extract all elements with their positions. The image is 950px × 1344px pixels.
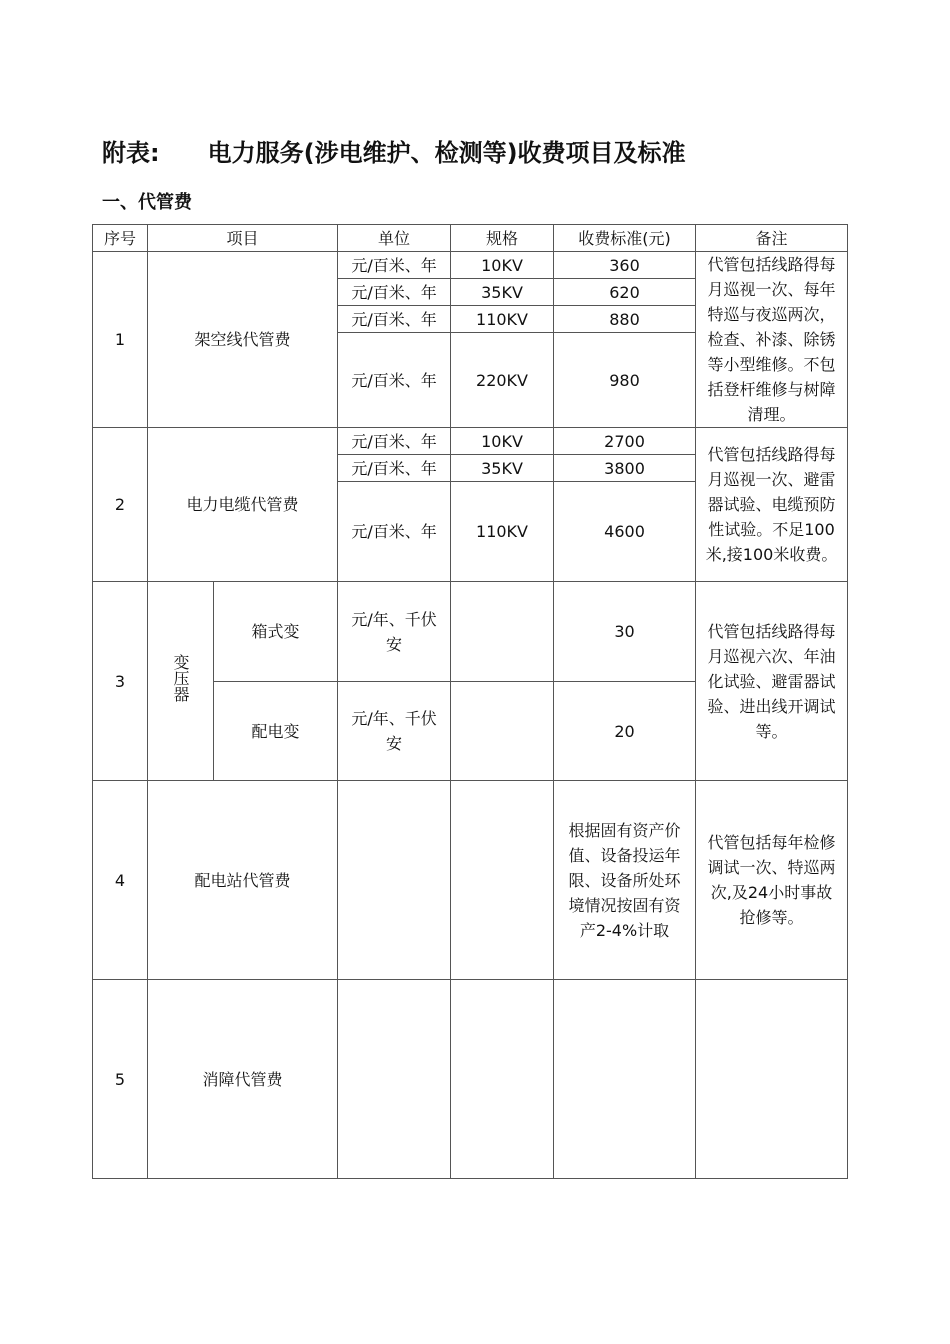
note-cell (696, 980, 848, 1179)
item-name (148, 582, 214, 781)
sub-item: 箱式变 (214, 582, 338, 682)
spec-cell: 220KV (451, 333, 554, 428)
header-cell: 收费标准(元) (554, 225, 696, 252)
item-name: 架空线代管费 (148, 252, 338, 428)
item-name: 电力电缆代管费 (148, 428, 338, 582)
row-number: 2 (93, 428, 148, 582)
section-heading: 一、代管费 (102, 192, 192, 213)
fee-cell: 2700 (554, 428, 696, 455)
note-cell: 代管包括线路得每月巡视六次、年油化试验、避雷器试验、进出线开调试等。 (696, 582, 848, 781)
fee-cell: 20 (554, 682, 696, 781)
unit-cell: 元/年、千伏安 (338, 582, 451, 682)
row-number: 3 (93, 582, 148, 781)
note-cell: 代管包括每年检修调试一次、特巡两次,及24小时事故抢修等。 (696, 781, 848, 980)
spec-cell (451, 980, 554, 1179)
fee-cell: 620 (554, 279, 696, 306)
table-row (93, 252, 848, 279)
fee-cell (554, 980, 696, 1179)
header-cell: 备注 (696, 225, 848, 252)
header-cell: 序号 (93, 225, 148, 252)
header-row (93, 225, 848, 252)
unit-cell: 元/百米、年 (338, 428, 451, 455)
page-title (102, 133, 686, 168)
fee-cell: 880 (554, 306, 696, 333)
spec-cell (451, 781, 554, 980)
header-cell: 规格 (451, 225, 554, 252)
fee-cell: 980 (554, 333, 696, 428)
unit-cell: 元/百米、年 (338, 279, 451, 306)
note-cell: 代管包括线路得每月巡视一次、避雷器试验、电缆预防性试验。不足100米,接100米收费。 (696, 428, 848, 582)
fee-cell: 30 (554, 582, 696, 682)
fee-cell: 4600 (554, 482, 696, 582)
spec-cell: 110KV (451, 306, 554, 333)
table-row (93, 980, 848, 1179)
sub-item: 配电变 (214, 682, 338, 781)
unit-cell: 元/百米、年 (338, 482, 451, 582)
row-number: 5 (93, 980, 148, 1179)
item-name-vertical: 变压器 (171, 653, 190, 702)
table-row (93, 781, 848, 980)
unit-cell: 元/百米、年 (338, 252, 451, 279)
header-cell: 项目 (148, 225, 338, 252)
unit-cell: 元/百米、年 (338, 306, 451, 333)
row-number: 1 (93, 252, 148, 428)
fee-cell: 根据固有资产价值、设备投运年限、设备所处环境情况按固有资产2-4%计取 (554, 781, 696, 980)
unit-cell (338, 781, 451, 980)
table-row (93, 428, 848, 455)
spec-cell: 10KV (451, 428, 554, 455)
fee-cell: 3800 (554, 455, 696, 482)
fee-cell: 360 (554, 252, 696, 279)
spec-cell (451, 682, 554, 781)
row-number: 4 (93, 781, 148, 980)
spec-cell: 110KV (451, 482, 554, 582)
unit-cell (338, 980, 451, 1179)
unit-cell: 元/年、千伏安 (338, 682, 451, 781)
header-cell: 单位 (338, 225, 451, 252)
spec-cell: 10KV (451, 252, 554, 279)
unit-cell: 元/百米、年 (338, 455, 451, 482)
title-prefix: 附表: (102, 139, 160, 167)
fee-table (92, 224, 848, 1179)
spec-cell: 35KV (451, 455, 554, 482)
spec-cell (451, 582, 554, 682)
title-main: 电力服务(涉电维护、检测等)收费项目及标准 (207, 139, 686, 167)
unit-cell: 元/百米、年 (338, 333, 451, 428)
note-cell: 代管包括线路得每月巡视一次、每年特巡与夜巡两次，检查、补漆、除锈等小型维修。不包括登杆维修与树障清理。 (696, 252, 848, 428)
spec-cell: 35KV (451, 279, 554, 306)
item-name: 消障代管费 (148, 980, 338, 1179)
item-name: 配电站代管费 (148, 781, 338, 980)
table-row (93, 582, 848, 682)
